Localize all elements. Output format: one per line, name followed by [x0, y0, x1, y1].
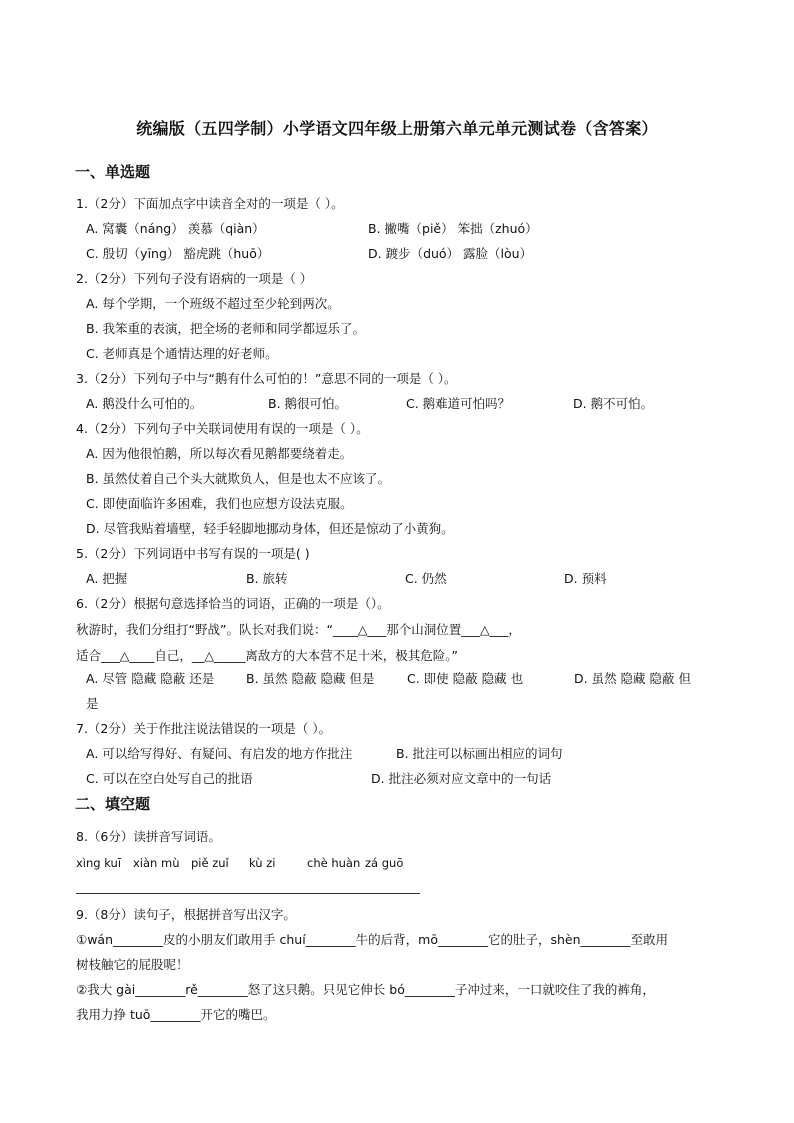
- question-6-passage-line-1: 秋游时，我们分组打“野战”。队长对我们说：“____△___那个山洞位置___△___，: [76, 622, 521, 637]
- question-9-part-1-line-1: ①wán________皮的小朋友们敢用手 chuí________牛的后背，mō________它的肚子，shèn________至敢用: [76, 932, 669, 947]
- question-5-option-c: C. 仍然: [405, 571, 447, 586]
- section-heading-fill-in: 二、填空题: [75, 795, 151, 813]
- page-title: 统编版（五四学制）小学语文四年级上册第六单元单元测试卷（含答案）: [136, 119, 658, 138]
- question-6-stem: 6.（2分）根据句意选择恰当的词语，正确的一项是（）。: [76, 596, 390, 611]
- question-1-option-d: D. 踱步（duó） 露脸（lòu）: [368, 246, 533, 261]
- question-9-part-1-line-2: 树枝触它的屁股呢！: [76, 957, 189, 972]
- question-6-option-d: D. 虽然 隐藏 隐蔽 但: [574, 671, 691, 686]
- question-8-stem: 8.（6分）读拼音写词语。: [76, 829, 221, 844]
- question-3-option-c: C. 鹅难道可怕吗？: [406, 396, 511, 411]
- question-8-answer-line[interactable]: [76, 893, 420, 894]
- question-1-option-b: B. 撇嘴（piě） 笨拙（zhuó）: [368, 221, 538, 236]
- question-5-option-a: A. 把握: [86, 571, 128, 586]
- question-6-option-d-continued: 是: [86, 696, 99, 711]
- question-4-stem: 4.（2分）下列句子中关联词使用有误的一项是（ ）。: [76, 421, 369, 436]
- question-9-part-2-line-2: 我用力挣 tuō________开它的嘴巴。: [76, 1007, 276, 1022]
- question-4-option-c: C. 即使面临许多困难，我们也应想方设法克服。: [86, 496, 353, 511]
- question-6-option-b: B. 虽然 隐蔽 隐藏 但是: [246, 671, 375, 686]
- question-1-option-a: A. 窝囊（náng） 羡慕（qiàn）: [86, 221, 265, 236]
- question-3-option-a: A. 鹅没什么可怕的。: [86, 396, 203, 411]
- question-8-pinyin-6: zá guō: [365, 856, 404, 870]
- question-8-pinyin-2: xiàn mù: [133, 856, 180, 870]
- question-2-stem: 2.（2分）下列句子没有语病的一项是（ ）: [76, 271, 313, 286]
- question-7-stem: 7.（2分）关于作批注说法错误的一项是（ ）。: [76, 721, 332, 736]
- question-2-option-b: B. 我笨重的表演，把全场的老师和同学都逗乐了。: [86, 321, 366, 336]
- question-7-option-c: C. 可以在空白处写自己的批语: [86, 771, 253, 786]
- question-4-option-b: B. 虽然仗着自己个头大就欺负人，但是也太不应该了。: [86, 471, 391, 486]
- question-5-stem: 5.（2分）下列词语中书写有误的一项是( ): [76, 546, 310, 561]
- question-2-option-a: A. 每个学期，一个班级不超过至少轮到两次。: [86, 296, 340, 311]
- question-6-passage-line-2: 适合___△____自己，__△_____离敌方的大本营不足十米，极其危险。”: [76, 648, 458, 663]
- question-1-option-c: C. 殷切（yīng） 豁虎跳（huō）: [86, 246, 270, 261]
- question-3-option-d: D. 鹅不可怕。: [573, 396, 654, 411]
- question-7-option-b: B. 批注可以标画出相应的词句: [396, 746, 563, 761]
- question-6-option-c: C. 即使 隐蔽 隐藏 也: [407, 671, 524, 686]
- question-1-stem: 1.（2分）下面加点字中读音全对的一项是（ ）。: [76, 196, 344, 211]
- question-6-option-a: A. 尽管 隐藏 隐蔽 还是: [86, 671, 215, 686]
- question-2-option-c: C. 老师真是个通情达理的好老师。: [86, 346, 278, 361]
- question-8-pinyin-5: chè huàn: [307, 856, 361, 870]
- question-9-part-2-line-1: ②我大 gài________rě________怒了这只鹅。只见它伸长 bó________子冲过来，一口就咬住了我的裤角，: [76, 982, 655, 997]
- question-3-stem: 3.（2分）下列句子中与“鹅有什么可怕的！”意思不同的一项是（ ）。: [76, 371, 457, 386]
- question-7-option-a: A. 可以给写得好、有疑问、有启发的地方作批注: [86, 746, 353, 761]
- question-4-option-d: D. 尽管我贴着墙壁，轻手轻脚地挪动身体，但还是惊动了小黄狗。: [86, 521, 454, 536]
- section-heading-single-choice: 一、单选题: [75, 163, 151, 181]
- question-3-option-b: B. 鹅很可怕。: [268, 396, 348, 411]
- question-8-pinyin-3: piě zuǐ: [191, 856, 229, 870]
- question-8-pinyin-1: xìng kuī: [76, 856, 122, 870]
- question-5-option-d: D. 预料: [564, 571, 607, 586]
- question-5-option-b: B. 旅转: [246, 571, 288, 586]
- question-4-option-a: A. 因为他很怕鹅，所以每次看见鹅都要绕着走。: [86, 446, 353, 461]
- question-8-pinyin-4: kù zi: [249, 856, 276, 870]
- question-9-stem: 9.（8分）读句子，根据拼音写出汉字。: [76, 907, 296, 922]
- question-7-option-d: D. 批注必须对应文章中的一句话: [371, 771, 552, 786]
